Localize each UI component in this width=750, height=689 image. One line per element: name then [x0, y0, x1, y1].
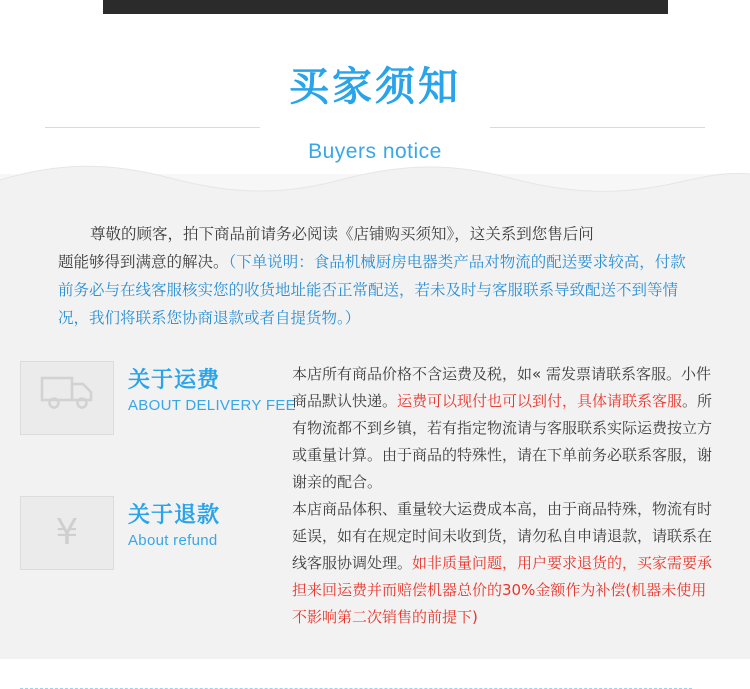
intro-paragraph	[58, 220, 693, 332]
section-title-refund: 关于退款	[128, 503, 221, 528]
title-rule-left	[45, 127, 260, 128]
page-subtitle: Buyers notice	[308, 140, 442, 163]
section-delivery-fee	[20, 361, 730, 491]
refund-text-1: 本店商品体积、重量较大运费成本高，由于商品特殊，物流有时延误，如有在规定时间未收到货，请勿私自申请退款，请联系在线客服协调处理。	[292, 500, 713, 572]
section-subtitle-refund: About refund	[128, 532, 218, 549]
yen-icon	[20, 496, 114, 570]
refund-text-red: 如非质量问题，用户要求退货的，买家需要承担来回运费并而赔偿机器总价的30%金额作为补偿(机器未使用不影响第二次销售的前提下)	[292, 554, 713, 626]
truck-icon	[20, 361, 114, 435]
section-subtitle-delivery: ABOUT DELIVERY FEE	[128, 397, 296, 414]
section-title-delivery: 关于运费	[128, 368, 221, 393]
delivery-text-2: 。所有物流都不到乡镇，若有指定物流请与客服联系实际运费按立方或重量计算。由于商品的特殊性，请在下单前务必联系客服，谢谢亲的配合。	[292, 392, 713, 491]
delivery-text-red: 运费可以现付也可以到付，具体请联系客服	[397, 392, 683, 410]
delivery-text-1: 本店所有商品价格不含运费及税，如« 需发票请联系客服。小件商品默认快递。	[292, 365, 711, 410]
page-header	[0, 22, 750, 174]
intro-line-3: （下单说明：食品机械厨房电器类产品对物流的配送要求较高，付款前务必与在线客服核实您的收货地址能否正常配送，若未及时与客服联系导致配送不到等情况，我们将联系您协商退款或者自提货物。）	[58, 253, 686, 327]
intro-line-1: 尊敬的顾客，拍下商品前请务必阅读《店铺购买须知》，这关系到您售后问	[90, 225, 594, 243]
top-bar	[0, 0, 750, 22]
content-panel	[0, 196, 750, 659]
section-refund	[20, 496, 730, 626]
section-body-delivery	[292, 361, 717, 496]
title-rule-right	[490, 127, 705, 128]
section-body-refund	[292, 496, 717, 631]
title-wrap	[0, 62, 750, 112]
page-title: 买家须知	[289, 64, 461, 110]
wave-divider	[0, 160, 750, 200]
yen-glyph: ¥	[55, 512, 79, 553]
top-bar-strip	[103, 0, 668, 14]
intro-line-2: 题能够得到满意的解决。	[58, 253, 229, 271]
